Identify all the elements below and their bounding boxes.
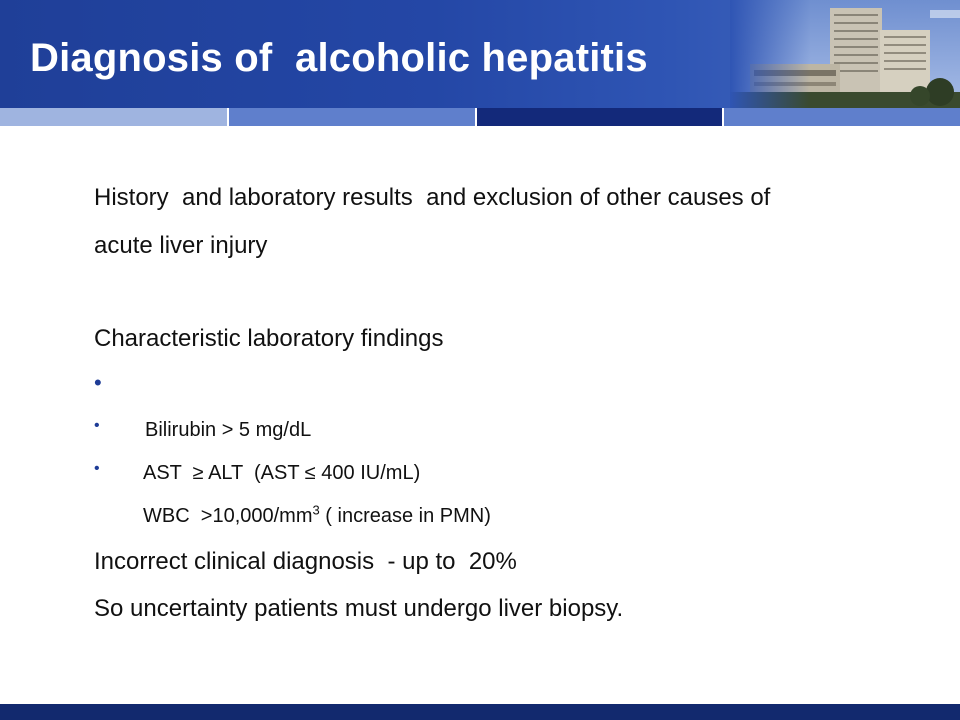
bullet-text: Bilirubin > 5 mg/dL: [145, 419, 312, 441]
wbc-text: WBC >10,000/mm: [143, 505, 313, 527]
bullet-icon: •: [94, 460, 100, 477]
bullet-text: AST ≥ ALT (AST ≤ 400 IU/mL): [143, 462, 421, 484]
header-stripes: [0, 108, 960, 126]
hospital-building-image: [730, 0, 960, 108]
wbc-superscript: 3: [312, 502, 320, 518]
stripe-4: [724, 108, 960, 126]
conclusion-line-2: So uncertainty patients must undergo liver biopsy.: [94, 595, 624, 622]
bullet-icon: •: [94, 370, 102, 395]
slide-header: [0, 0, 960, 108]
stripe-3: [477, 108, 722, 126]
findings-heading: Characteristic laboratory findings: [94, 325, 444, 352]
conclusion-line-1: Incorrect clinical diagnosis - up to 20%: [94, 548, 517, 575]
bullet-icon: •: [94, 417, 100, 434]
stripe-2: [229, 108, 475, 126]
slide-title: Diagnosis of alcoholic hepatitis: [30, 36, 648, 80]
slide-footer-bar: [0, 704, 960, 720]
wbc-text-after: ( increase in PMN): [319, 505, 491, 527]
intro-line-2: acute liver injury: [94, 232, 268, 259]
bullet-text: [143, 502, 491, 528]
stripe-1: [0, 108, 227, 126]
intro-line-1: History and laboratory results and exclusion of other causes of: [94, 184, 771, 211]
